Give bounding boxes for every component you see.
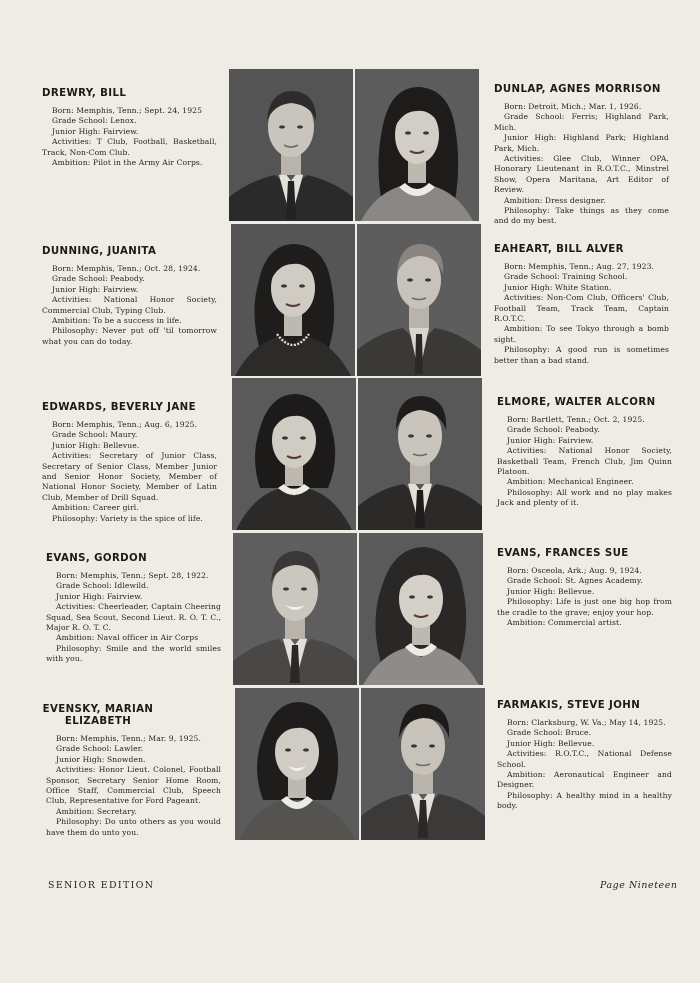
activities-line: Activities: Honor Lieut. Colonel, Football Sponsor, Secretary Senior Home Room, Office Staff, Commercial Club, Speech Club, Representative for Ford Pageant. — [46, 765, 221, 806]
philosophy-line: Philosophy: Life is just one big hop from the cradle to the grave; enjoy your hop. — [497, 597, 672, 617]
philosophy-line: Philosophy: Never put off 'til tomorrow what you can do today. — [42, 326, 217, 346]
student-name: DREWRY, BILL — [42, 88, 127, 99]
student-name: ELMORE, WALTER ALCORN — [497, 397, 656, 408]
philosophy-line: Philosophy: Smile and the world smiles with you. — [46, 643, 221, 664]
activities-line: Activities: T Club, Football, Basketball, Track, Non-Com Club. — [42, 137, 217, 157]
ambition-line: Ambition: Secretary. — [56, 806, 137, 816]
student-entry-dunlap — [494, 84, 669, 227]
born-line: Born: Memphis, Tenn.; Mar. 9, 1925. — [56, 734, 201, 743]
ambition-line: Ambition: Aeronautical Engineer and Designer. — [497, 770, 672, 790]
portrait-photo-evans-frances — [359, 533, 483, 685]
portrait-photo-eaheart — [357, 224, 481, 376]
activities-line: Activities: Secretary of Junior Class, Secretary of Senior Class, Member Junior and Senior Honor Society, Member of National Honor Society, Member of Latin Club, Member of Drill Squad. — [42, 451, 217, 502]
junior-high-line: Junior High: Snowden. — [56, 754, 146, 764]
activities-line: Activities: National Honor Society, Basketball Team, French Club, Jim Quinn Platoon. — [497, 446, 672, 477]
junior-high-line: Junior High: Bellevue. — [507, 586, 595, 596]
portrait-photo-edwards — [232, 378, 356, 530]
male-portrait-illustration — [229, 69, 353, 221]
female-portrait-illustration — [359, 533, 483, 685]
grade-school-line: Grade School: Training School. — [504, 272, 628, 282]
grade-school-line: Grade School: Lawler. — [56, 744, 144, 754]
female-portrait-illustration — [235, 688, 359, 840]
male-portrait-illustration — [361, 688, 485, 840]
ambition-line: Ambition: Dress designer. — [504, 195, 606, 205]
footer-page-number: Page Nineteen — [600, 880, 678, 891]
portrait-photo-dunning — [231, 224, 355, 376]
born-line: Born: Memphis, Tenn.; Oct. 28, 1924. — [52, 264, 201, 273]
student-entry-evans-frances — [497, 548, 672, 628]
born-line: Born: Clarksburg, W. Va.; May 14, 1925. — [507, 718, 666, 727]
born-line: Born: Memphis, Tenn.; Sept. 24, 1925 — [52, 106, 203, 115]
student-entry-dunning — [42, 246, 217, 347]
student-entry-evans-gordon — [46, 553, 221, 665]
grade-school-line: Grade School: Peabody. — [507, 425, 600, 435]
philosophy-line: Philosophy: Do unto others as you would have them do unto you. — [46, 817, 221, 837]
student-name: EDWARDS, BEVERLY JANE — [42, 402, 196, 413]
born-line: Born: Memphis, Tenn.; Sept. 28, 1922. — [56, 571, 209, 580]
junior-high-line: Junior High: Fairview. — [56, 591, 143, 601]
female-portrait-illustration — [355, 69, 479, 221]
junior-high-line: Junior High: Fairview. — [507, 435, 594, 445]
student-entry-eaheart — [494, 244, 669, 366]
born-line: Born: Memphis, Tenn.; Aug. 27, 1923. — [504, 262, 655, 271]
student-entry-drewry — [42, 88, 217, 168]
grade-school-line: Grade School: Bruce. — [507, 728, 592, 738]
activities-line: Activities: R.O.T.C., National Defense School. — [497, 749, 672, 769]
portrait-photo-farmakis — [361, 688, 485, 840]
activities-line: Activities: National Honor Society, Commercial Club, Typing Club. — [42, 295, 217, 315]
female-portrait-illustration — [232, 378, 356, 530]
student-entry-edwards — [42, 402, 217, 524]
activities-line: Activities: Cheerleader, Captain Cheering Squad, Sea Scout, Second Lieut. R. O. T. C., Major R. O. T. C. — [46, 602, 221, 633]
activities-line: Activities: Glee Club, Winner OPA, Honorary Lieutenant in R.O.T.C., Minstrel Show, Opera Maritana, Art Editor of Review. — [494, 154, 669, 195]
ambition-line: Ambition: Mechanical Engineer. — [507, 477, 634, 487]
portrait-photo-evensky — [235, 688, 359, 840]
born-line: Born: Detroit, Mich.; Mar. 1, 1926. — [504, 102, 642, 111]
student-entry-elmore — [497, 397, 672, 509]
philosophy-line: Philosophy: A good run is sometimes better than a bad stand. — [494, 345, 669, 365]
portrait-photo-evans-gordon — [233, 533, 357, 685]
junior-high-line: Junior High: Bellevue. — [507, 738, 595, 748]
student-name: EVENSKY, MARIAN ELIZABETH — [42, 704, 154, 727]
philosophy-line: Philosophy: Take things as they come and do my best. — [494, 206, 669, 226]
born-line: Born: Osceola, Ark.; Aug. 9, 1924. — [507, 566, 642, 575]
male-portrait-illustration — [233, 533, 357, 685]
grade-school-line: Grade School: St. Agnes Academy. — [507, 576, 643, 586]
philosophy-line: Philosophy: Variety is the spice of life. — [52, 513, 203, 523]
ambition-line: Ambition: Career girl. — [52, 503, 139, 513]
junior-high-line: Junior High: White Station. — [504, 282, 612, 292]
junior-high-line: Junior High: Bellevue. — [52, 440, 140, 450]
grade-school-line: Grade School: Maury. — [52, 430, 138, 440]
ambition-line: Ambition: To see Tokyo through a bomb sight. — [494, 324, 669, 344]
philosophy-line: Philosophy: All work and no play makes Jack and plenty of it. — [497, 487, 672, 508]
philosophy-line: Philosophy: A healthy mind in a healthy body. — [497, 790, 672, 811]
student-entry-evensky — [42, 704, 221, 838]
junior-high-line: Junior High: Fairview. — [52, 284, 139, 294]
activities-line: Activities: Non-Com Club, Officers' Club, Football Team, Track Team, Captain R.O.T.C. — [494, 293, 669, 324]
student-name: DUNNING, JUANITA — [42, 246, 157, 257]
student-name: FARMAKIS, STEVE JOHN — [497, 700, 641, 711]
grade-school-line: Grade School: Idlewild. — [56, 581, 149, 591]
born-line: Born: Memphis, Tenn.; Aug. 6, 1925. — [52, 420, 198, 429]
born-line: Born: Bartlett, Tenn.; Oct. 2, 1925. — [507, 415, 645, 424]
male-portrait-illustration — [358, 378, 482, 530]
portrait-photo-drewry — [229, 69, 353, 221]
ambition-line: Ambition: Commercial artist. — [507, 618, 622, 628]
portrait-photo-dunlap — [355, 69, 479, 221]
ambition-line: Ambition: Pilot in the Army Air Corps. — [52, 158, 203, 168]
student-name: EAHEART, BILL ALVER — [494, 244, 624, 255]
junior-high-line: Junior High: Highland Park; Highland Park, Mich. — [494, 133, 669, 153]
grade-school-line: Grade School: Peabody. — [52, 274, 145, 284]
ambition-line: Ambition: Naval officer in Air Corps — [56, 633, 199, 643]
junior-high-line: Junior High: Fairview. — [52, 126, 139, 136]
portrait-photo-elmore — [358, 378, 482, 530]
grade-school-line: Grade School: Lenox. — [52, 116, 137, 126]
female-portrait-illustration — [231, 224, 355, 376]
student-name: DUNLAP, AGNES MORRISON — [494, 84, 661, 95]
male-portrait-illustration — [357, 224, 481, 376]
footer-edition: SENIOR EDITION — [48, 880, 155, 891]
student-name: EVANS, FRANCES SUE — [497, 548, 629, 559]
grade-school-line: Grade School: Ferris; Highland Park, Mich. — [494, 112, 669, 132]
ambition-line: Ambition: To be a success in life. — [52, 316, 182, 326]
student-entry-farmakis — [497, 700, 672, 812]
student-name: EVANS, GORDON — [46, 553, 148, 564]
